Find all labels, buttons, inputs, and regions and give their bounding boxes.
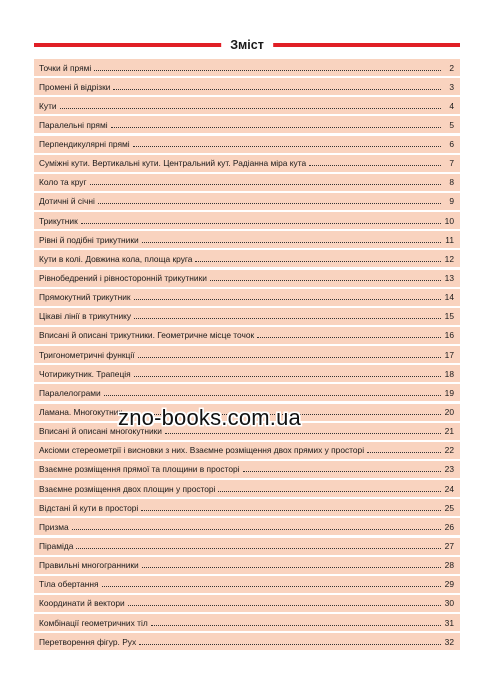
toc-entry-title: Суміжні кути. Вертикальні кути. Центральний кут. Радіанна міра кута [39,158,307,169]
toc-entry[interactable] [34,174,460,191]
toc-entry[interactable] [34,538,460,555]
toc-entry-title: Взаємне розміщення двох площин у просторі [39,483,216,494]
toc-entry-page-number: 20 [444,407,454,418]
toc-entry[interactable] [34,595,460,612]
toc-entry[interactable] [34,633,460,650]
contents-header [34,37,460,53]
dot-leader [218,484,441,494]
dot-leader [98,196,441,206]
dot-leader [141,503,441,513]
toc-entry-page-number: 18 [444,368,454,379]
toc-entry-page-number: 25 [444,502,454,513]
dot-leader [94,63,441,73]
dot-leader [309,158,441,168]
toc-entry[interactable] [34,78,460,95]
dot-leader [72,522,441,532]
toc-entry-title: Рівні й подібні трикутники [39,234,139,245]
toc-entry-page-number: 11 [445,234,454,245]
toc-entry[interactable] [34,404,460,421]
dot-leader [113,82,441,92]
toc-entry[interactable] [34,136,460,153]
dot-leader [165,426,441,436]
toc-entry[interactable] [34,557,460,574]
dot-leader [60,101,441,111]
toc-entry[interactable] [34,365,460,382]
dot-leader [367,445,441,455]
toc-entry-title: Чотирикутник. Трапеція [39,368,131,379]
dot-leader [90,177,441,187]
toc-entry-page-number: 16 [444,330,454,341]
dot-leader [125,407,441,417]
dot-leader [134,369,441,379]
toc-entry-title: Промені й відрізки [39,81,111,92]
toc-entry[interactable] [34,327,460,344]
toc-entry-title: Ламана. Многокутник [39,407,123,418]
toc-entry[interactable] [34,289,460,306]
toc-entry-page-number: 12 [444,253,454,264]
toc-entry-page-number: 27 [444,541,454,552]
toc-entry[interactable] [34,193,460,210]
toc-entry-title: Тіла обертання [39,579,99,590]
toc-entry[interactable] [34,270,460,287]
toc-entry-title: Вписані й описані многокутники [39,426,162,437]
toc-entry[interactable] [34,59,460,76]
toc-entry-title: Кути в колі. Довжина кола, площа круга [39,253,193,264]
toc-entry-page-number: 22 [444,445,454,456]
toc-entry-page-number: 31 [444,617,454,628]
toc-entry-page-number: 7 [449,158,454,169]
dot-leader [142,560,441,570]
dot-leader [128,598,441,608]
table-of-contents [34,59,460,652]
toc-entry-title: Піраміда [39,541,74,552]
dot-leader [133,139,441,149]
toc-entry-page-number: 32 [444,636,454,647]
toc-entry[interactable] [34,576,460,593]
toc-entry-page-number: 10 [444,215,454,226]
toc-entry[interactable] [34,518,460,535]
toc-entry[interactable] [34,384,460,401]
toc-entry-title: Правильні многогранники [39,560,139,571]
toc-entry-page-number: 17 [444,349,454,360]
watermark: zno-books.com.ua [118,405,301,430]
toc-entry[interactable] [34,442,460,459]
toc-entry[interactable] [34,308,460,325]
toc-entry[interactable] [34,250,460,267]
dot-leader [243,464,441,474]
toc-entry[interactable] [34,155,460,172]
toc-entry-title: Цікаві лінії в трикутнику [39,311,132,322]
toc-entry-title: Відстані й кути в просторі [39,502,139,513]
dot-leader [257,330,441,340]
toc-entry[interactable] [34,423,460,440]
page-title: Зміст [221,37,273,53]
toc-entry-page-number: 13 [444,273,454,284]
dot-leader [210,273,441,283]
toc-entry-title: Дотичні й січні [39,196,95,207]
toc-entry-title: Тригонометричні функції [39,349,135,360]
toc-entry[interactable] [34,346,460,363]
toc-entry[interactable] [34,614,460,631]
dot-leader [76,541,441,551]
toc-entry[interactable] [34,461,460,478]
toc-entry-title: Координати й вектори [39,598,125,609]
toc-entry-title: Трикутник [39,215,78,226]
toc-entry-title: Прямокутний трикутник [39,292,131,303]
toc-entry-page-number: 28 [444,560,454,571]
toc-entry-title: Коло та круг [39,177,87,188]
toc-entry-page-number: 24 [444,483,454,494]
toc-entry-page-number: 4 [449,100,454,111]
toc-entry-title: Кути [39,100,57,111]
toc-entry-page-number: 29 [444,579,454,590]
dot-leader [104,388,441,398]
toc-entry-page-number: 6 [449,139,454,150]
toc-entry-page-number: 15 [444,311,454,322]
toc-entry-title: Вписані й описані трикутники. Геометричне місце точок [39,330,255,341]
toc-entry-page-number: 3 [449,81,454,92]
dot-leader [142,235,441,245]
toc-entry-page-number: 9 [449,196,454,207]
toc-entry-page-number: 19 [444,387,454,398]
toc-entry-page-number: 23 [444,464,454,475]
dot-leader [151,618,441,628]
dot-leader [134,292,441,302]
toc-entry-page-number: 2 [449,62,454,73]
dot-leader [139,637,441,647]
toc-entry[interactable] [34,231,460,248]
toc-entry-title: Перпендикулярні прямі [39,139,130,150]
toc-entry-title: Рівнобедрений і рівносторонній трикутники [39,273,207,284]
toc-entry-page-number: 14 [444,292,454,303]
toc-entry[interactable] [34,212,460,229]
toc-entry-page-number: 26 [444,521,454,532]
toc-entry[interactable] [34,480,460,497]
toc-entry-title: Паралелограми [39,387,101,398]
toc-entry[interactable] [34,116,460,133]
toc-entry-title: Точки й прямі [39,62,92,73]
dot-leader [195,254,441,264]
toc-entry-title: Перетворення фігур. Рух [39,636,137,647]
toc-entry-title: Взаємне розміщення прямої та площини в просторі [39,464,240,475]
toc-entry-page-number: 30 [444,598,454,609]
dot-leader [81,216,441,226]
toc-entry-title: Паралельні прямі [39,119,108,130]
toc-entry[interactable] [34,499,460,516]
toc-entry-page-number: 8 [449,177,454,188]
dot-leader [134,311,441,321]
dot-leader [102,579,441,589]
toc-entry-page-number: 5 [449,119,454,130]
dot-leader [111,120,441,130]
toc-entry-page-number: 21 [444,426,454,437]
toc-entry-title: Призма [39,521,69,532]
toc-entry-title: Аксіоми стереометрії і висновки з них. Взаємне розміщення двох прямих у просторі [39,445,365,456]
dot-leader [138,350,441,360]
toc-entry[interactable] [34,97,460,114]
toc-entry-title: Комбінації геометричних тіл [39,617,148,628]
